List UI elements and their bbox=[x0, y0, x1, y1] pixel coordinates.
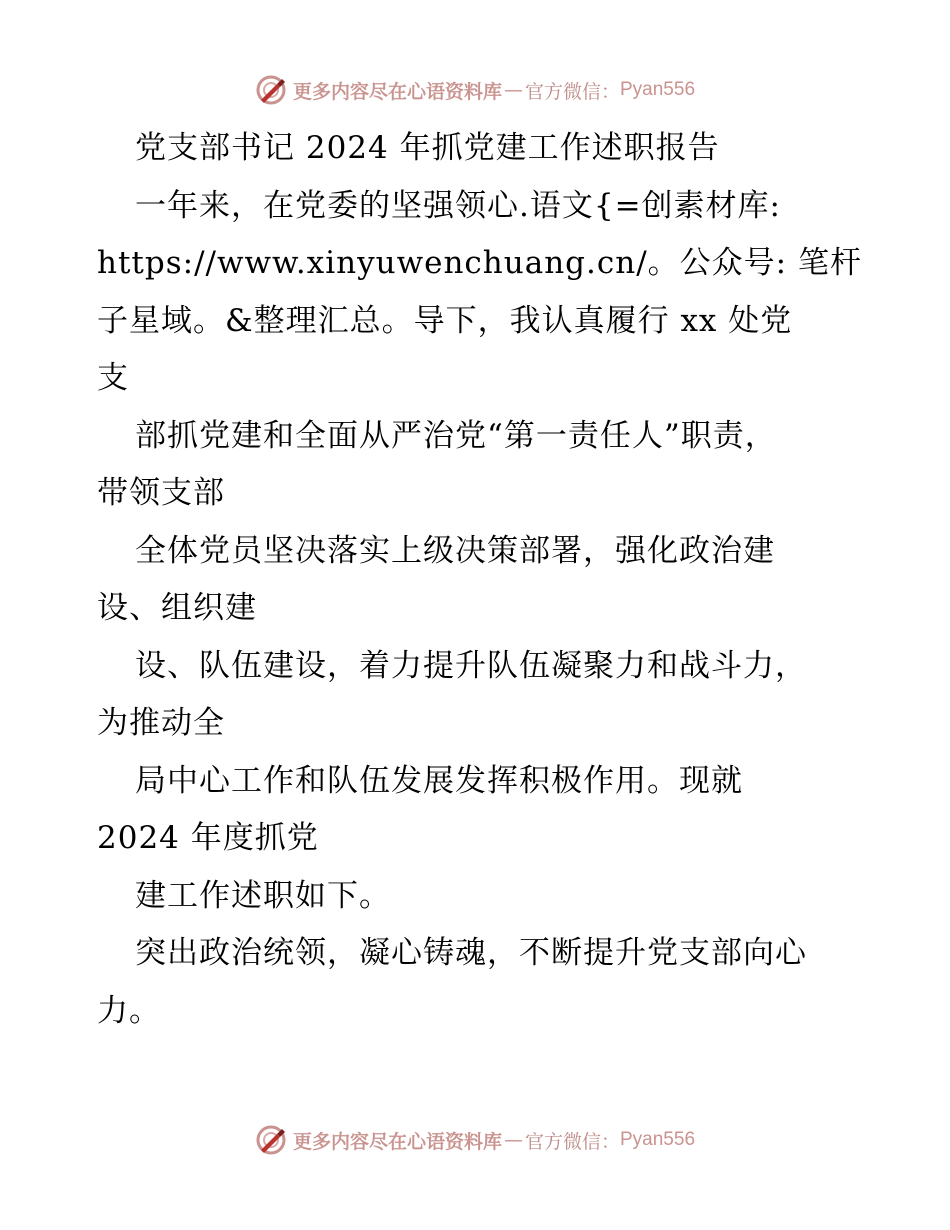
watermark-wechat-id: Pyan556 bbox=[620, 79, 696, 100]
paragraph-line: 设、组织建 bbox=[97, 590, 257, 626]
paragraph-line: 部抓党建和全面从严治党“第一责任人”职责， bbox=[135, 417, 777, 454]
document-title: 党支部书记 2024 年抓党建工作述职报告 bbox=[135, 130, 720, 166]
section-heading-line: 突出政治统领，凝心铸魂，不断提升党支部向心 bbox=[135, 935, 807, 971]
watermark-separator: — bbox=[503, 79, 523, 101]
watermark-wechat-id: Pyan556 bbox=[620, 1129, 696, 1150]
paragraph-line: 子星域。&整理汇总。导下，我认真履行 xx 处党 bbox=[97, 302, 793, 339]
document-body bbox=[97, 120, 862, 1040]
paragraph-line: 带领支部 bbox=[97, 475, 225, 511]
watermark-promo-text: 更多内容尽在心语资料库 bbox=[292, 80, 502, 103]
footer-watermark bbox=[0, 1120, 950, 1160]
paragraph-line: 局中心工作和队伍发展发挥积极作用。现就 bbox=[135, 762, 743, 799]
watermark-separator: — bbox=[503, 1129, 523, 1151]
watermark-wechat-label: 官方微信： bbox=[524, 80, 620, 103]
header-watermark bbox=[0, 70, 950, 110]
paragraph-line: 支 bbox=[97, 360, 129, 396]
watermark-wechat-label: 官方微信： bbox=[524, 1130, 620, 1153]
paragraph-line: https://www.xinyuwenchuang.cn/。公众号: 笔杆 bbox=[97, 245, 862, 281]
section-heading-line: 力。 bbox=[97, 992, 161, 1029]
watermark-promo-text: 更多内容尽在心语资料库 bbox=[292, 1130, 502, 1153]
paragraph-line: 为推动全 bbox=[97, 705, 225, 741]
paragraph-line: 一年来，在党委的坚强领心.语文{=创素材库: bbox=[135, 187, 781, 224]
pen-logo-icon bbox=[255, 74, 287, 106]
paragraph-line: 建工作述职如下。 bbox=[135, 877, 391, 914]
paragraph-line: 设、队伍建设，着力提升队伍凝聚力和战斗力， bbox=[135, 647, 807, 684]
paragraph-line: 全体党员坚决落实上级决策部署，强化政治建 bbox=[135, 532, 775, 569]
pen-logo-icon bbox=[255, 1124, 287, 1156]
paragraph-line: 2024 年度抓党 bbox=[97, 820, 319, 856]
